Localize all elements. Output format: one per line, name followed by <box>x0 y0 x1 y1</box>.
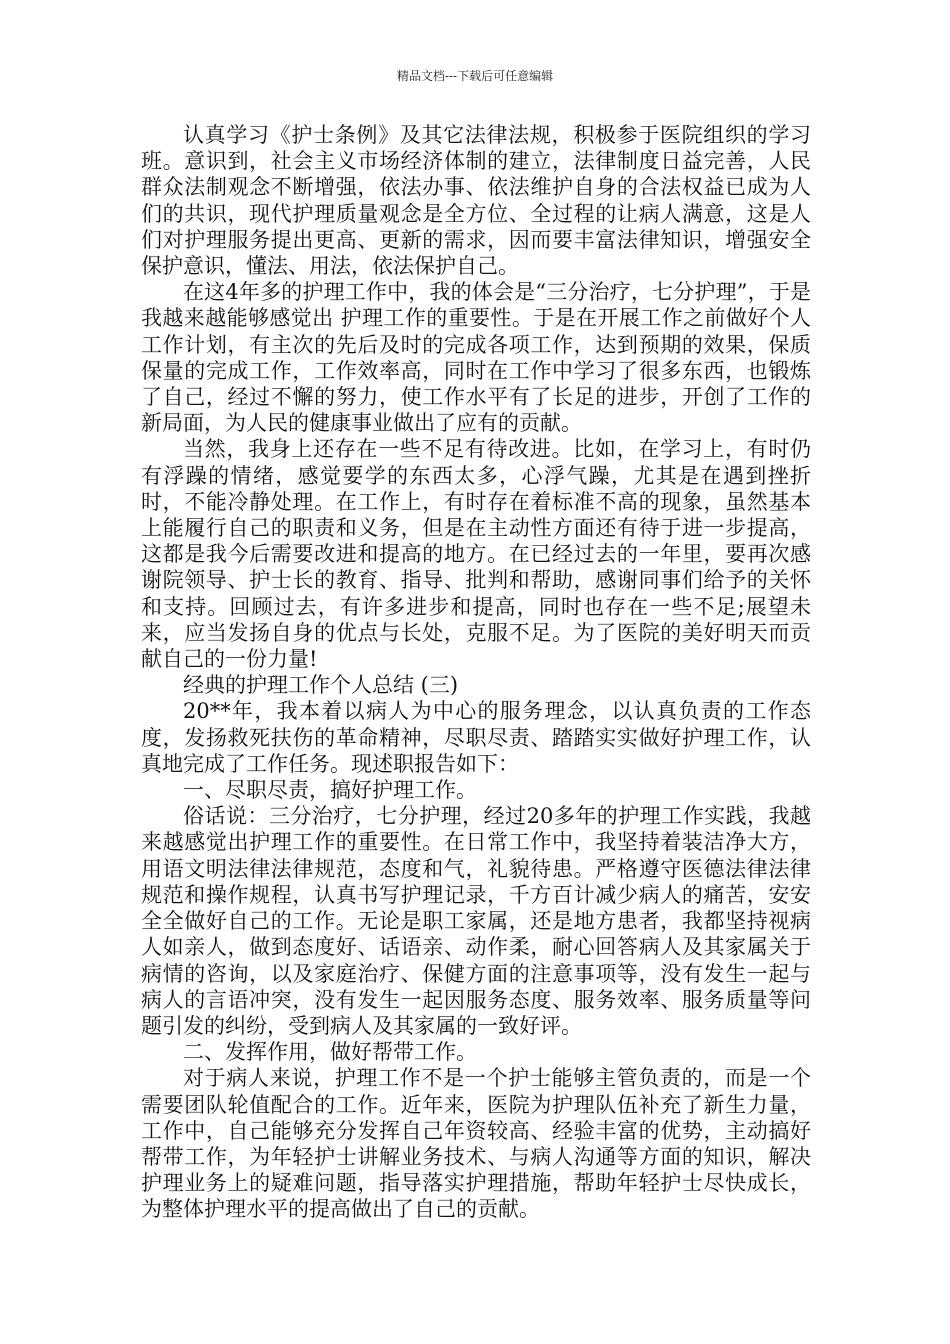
paragraph: 认真学习《护士条例》及其它法律法规，积极参于医院组织的学习班。意识到，社会主义市场经济体制的建立，法律制度日益完善，人民群众法制观念不断增强，依法办事、依法维护自身的合法权益已成为人们的共识，现代护理质量观念是全方位、全过程的让病人满意，这是人们对护理服务提出更高、更新的需求，因而要丰富法律知识，增强安全保护意识，懂法、用法，依法保护自己。 <box>141 123 811 279</box>
paragraph: 对于病人来说，护理工作不是一个护士能够主管负责的，而是一个需要团队轮值配合的工作。近年来，医院为护理队伍补充了新生力量，工作中，自己能够充分发挥自己年资较高、经验丰富的优势，主动搞好帮带工作，为年轻护士讲解业务技术、与病人沟通等方面的知识，解决护理业务上的疑难问题，指导落实护理措施，帮助年轻护士尽快成长，为整体护理水平的提高做出了自己的贡献。 <box>141 1066 811 1222</box>
paragraph: 在这4年多的护理工作中，我的体会是“三分治疗，七分护理”，于是我越来越能够感觉出 护理工作的重要性。于是在开展工作之前做好个人工作计划，有主次的先后及时的完成各项工作，达到预期的效果，保质保量的完成工作，工作效率高，同时在工作中学习了很多东西，也锻炼了自己，经过不懈的努力，使工作水平有了长足的进步，开创了工作的新局面，为人民的健康事业做出了应有的贡献。 <box>141 280 811 436</box>
paragraph: 20**年，我本着以病人为中心的服务理念，以认真负责的工作态度，发扬救死扶伤的革命精神，尽职尽责、踏踏实实做好护理工作，认真地完成了工作任务。现述职报告如下： <box>141 699 811 776</box>
paragraph: 当然，我身上还存在一些不足有待改进。比如，在学习上，有时仍有浮躁的情绪，感觉要学的东西太多，心浮气躁，尤其是在遇到挫折时，不能冷静处理。在工作上，有时存在着标准不高的现象，虽然基本上能履行自己的职责和义务，但是在主动性方面还有待于进一步提高，这都是我今后需要改进和提高的地方。在已经过去的一年里，要再次感谢院领导、护士长的教育、指导、批判和帮助，感谢同事们给予的关怀和支持。回顾过去，有许多进步和提高，同时也存在一些不足;展望未来，应当发扬自身的优点与长处，克服不足。为了医院的美好明天而贡献自己的一份力量! <box>141 437 811 672</box>
subsection-heading: 二、发挥作用，做好帮带工作。 <box>183 1040 477 1065</box>
section-title: 经典的护理工作个人总结 (三) <box>183 673 459 698</box>
paragraph: 俗话说：三分治疗，七分护理，经过20多年的护理工作实践，我越来越感觉出护理工作的重要性。在日常工作中，我坚持着装洁净大方，用语文明法律法律规范，态度和气，礼貌待患。严格遵守医德法律法律规范和操作规程，认真书写护理记录，千方百计减少病人的痛苦，安安全全做好自己的工作。无论是职工家属，还是地方患者，我都坚持视病人如亲人，做到态度好、话语亲、动作柔，耐心回答病人及其家属关于病情的咨询，以及家庭治疗、保健方面的注意事项等，没有发生一起与病人的言语冲突，没有发生一起因服务态度、服务效率、服务质量等问题引发的纠纷，受到病人及其家属的一致好评。 <box>141 804 811 1038</box>
header-note: 精品文档---下载后可任意编辑 <box>396 69 554 83</box>
subsection-heading: 一、尽职尽责，搞好护理工作。 <box>183 778 477 803</box>
document-body <box>141 122 811 1223</box>
